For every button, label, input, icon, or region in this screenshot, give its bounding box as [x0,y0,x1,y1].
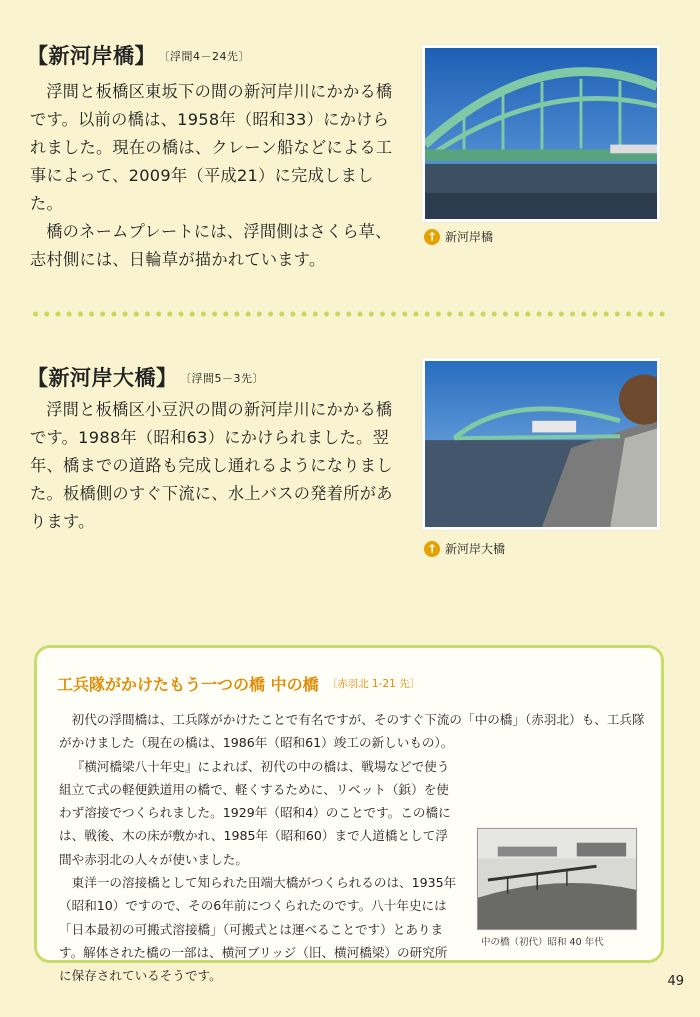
page-number: 49 [667,974,684,989]
section1-photo-caption [424,228,493,245]
section1-address: 〔浮間4－24先〕 [164,50,250,63]
section1-photo [422,45,660,222]
section2-body [30,396,404,536]
caption-text: 新河岸橋 [445,230,494,244]
box-paragraph: 初代の浮間橋は、工兵隊がかけたことで有名ですが、そのすぐ下流の「中の橋」（赤羽北）も、工兵隊がかけました（現在の橋は、1986年（昭和61）竣工の新しいもの）。 [59,712,645,751]
arrow-up-icon: ↑ [424,229,440,245]
section1-paragraph: 浮間と板橋区東坂下の間の新河岸川にかかる橋です。以前の橋は、1958年（昭和33）にかけられました。現在の橋は、クレーン船などによる工事によって、2009年（平成21）に完成しました。 [30,82,393,213]
dotted-divider [30,311,670,317]
section1-title: 【新河岸橋】 〔浮間4－24先〕 [27,44,250,68]
section1-body [30,78,404,274]
box-photo [477,828,637,930]
section2-photo-caption [424,540,505,557]
box-paragraph: 東洋一の溶接橋として知られた田端大橋がつくられるのは、1935年（昭和10）ですので、その6年前につくられたのです。八十年史には「日本最初の可搬式溶接橋」（可搬式とは運べることです）とあります。解体された橋の一部は、横河ブリッジ（旧、横河橋梁）の研究所に保存されているそうです。 [59,875,457,984]
section1-paragraph: 橋のネームプレートには、浮間側はさくら草、志村側には、日輪草が描かれています。 [30,222,392,269]
section2-photo [422,358,660,530]
column-box [34,645,664,984]
box-photo-caption: 中の橋（初代）昭和 40 年代 [481,937,604,948]
section2-title: 【新河岸大橋】 〔浮間5－3先〕 [27,366,264,390]
box-paragraph: 『横河橋梁八十年史』によれば、初代の中の橋は、戦場などで使う組立て式の軽便鉄道用の橋で、軽くするために、リベット（鋲）を使わず溶接でつくられました。1929年（昭和4）のことです。この橋には、戦後、木の床が敷かれ、1985年（昭和60）まで人道橋として浮間や赤羽北の人々が使いました。 [59,758,451,867]
box-address: 〔赤羽北 1-21 先〕 [326,678,421,690]
arrow-up-icon: ↑ [424,541,440,557]
section2-address: 〔浮間5－3先〕 [185,372,264,385]
section2-paragraph: 浮間と板橋区小豆沢の間の新河岸川にかかる橋です。1988年（昭和63）にかけられました。翌年、橋までの道路も完成し通れるようになりました。板橋側のすぐ下流に、水上バスの発着所があります。 [30,400,393,531]
box-title: 工兵隊がかけたもう一つの橋 中の橋 〔赤羽北 1-21 先〕 [57,675,421,694]
caption-text: 新河岸大橋 [445,542,506,556]
